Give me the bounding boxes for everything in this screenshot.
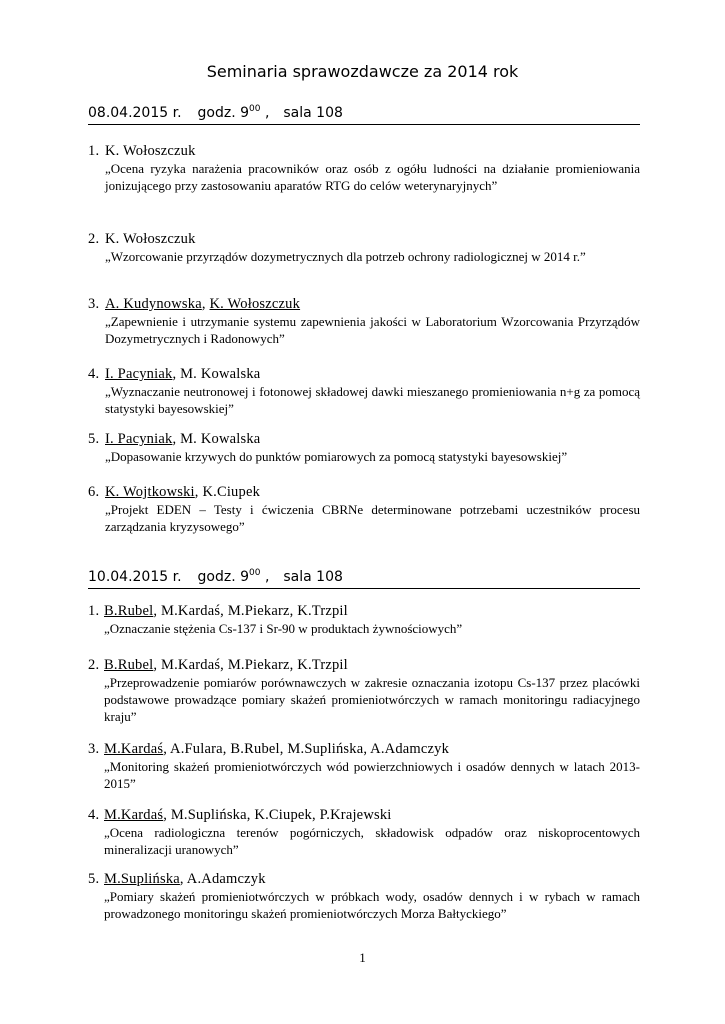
session-time-sep: , xyxy=(264,105,270,121)
session-room: sala 108 xyxy=(283,105,343,121)
presenting-author: B.Rubel xyxy=(104,603,154,619)
item-authors xyxy=(88,430,640,448)
presenting-author: B.Rubel xyxy=(104,657,154,673)
session-header-1 xyxy=(88,104,640,125)
item-title: „Monitoring skażeń promieniotwórczych wód powierzchniowych i osadów dennych w latach 2013-2015” xyxy=(104,759,640,791)
item-number: 3. xyxy=(88,741,100,757)
item-title: „Dopasowanie krzywych do punktów pomiarowych za pomocą statystyki bayesowskiej” xyxy=(105,449,568,464)
item-title: „Pomiary skażeń promieniotwórczych w próbkach wody, osadów dennych i w rybach w ramach prowadzonego monitoringu skażeń promieniotwórczych Morza Bałtyckiego” xyxy=(104,889,640,921)
item-number: 5. xyxy=(88,431,100,447)
page-title: Seminaria sprawozdawcze za 2014 rok xyxy=(206,62,519,81)
list-item xyxy=(88,870,640,922)
list-item xyxy=(88,142,640,194)
item-title: „Oznaczanie stężenia Cs-137 i Sr-90 w produktach żywnościowych” xyxy=(104,621,463,636)
co-authors: K. Wołoszczuk xyxy=(105,143,196,159)
list-item xyxy=(88,806,640,858)
session-header-2 xyxy=(88,568,640,589)
item-number: 4. xyxy=(88,366,100,382)
page-number: 1 xyxy=(359,950,366,965)
item-number: 1. xyxy=(88,603,100,619)
item-number: 6. xyxy=(88,484,100,500)
item-number: 4. xyxy=(88,807,100,823)
co-authors: , M. Kowalska xyxy=(172,366,261,382)
item-number: 5. xyxy=(88,871,100,887)
presenting-author: I. Pacyniak xyxy=(105,431,173,447)
list-item xyxy=(88,295,640,347)
presenting-author: I. Pacyniak xyxy=(105,366,173,382)
item-title: „Ocena radiologiczna terenów pogórniczych, składowisk odpadów oraz niskoprocentowych mineralizacji uranowych” xyxy=(104,825,640,857)
session-date: 10.04.2015 r. xyxy=(88,569,182,585)
co-authors: , M.Suplińska, K.Ciupek, P.Krajewski xyxy=(163,807,392,823)
session-room: sala 108 xyxy=(283,569,343,585)
item-authors xyxy=(88,483,640,501)
item-title: „Wyznaczanie neutronowej i fotonowej składowej dawki mieszanego promieniowania n+g za pomocą statystyki bayesowskiej” xyxy=(105,384,640,416)
co-authors: , A.Fulara, B.Rubel, M.Suplińska, A.Adamczyk xyxy=(163,741,450,757)
list-item xyxy=(88,430,640,465)
item-authors xyxy=(88,740,640,758)
item-authors xyxy=(88,806,640,824)
item-title: „Projekt EDEN – Testy i ćwiczenia CBRNe determinowane potrzebami uczestników procesu zarządzania kryzysowego” xyxy=(105,502,640,534)
session-time-minutes: 00 xyxy=(249,568,261,578)
co-authors: , A.Adamczyk xyxy=(179,871,266,887)
item-title: „Zapewnienie i utrzymanie systemu zapewnienia jakości w Laboratorium Wzorcowania Przyrządów Dozymetrycznych i Radonowych” xyxy=(105,314,640,346)
presenting-author: M.Kardaś xyxy=(104,807,164,823)
co-authors: , xyxy=(201,296,210,312)
session-time-sep: , xyxy=(264,569,270,585)
list-item xyxy=(88,365,640,417)
item-authors xyxy=(88,656,640,674)
session-time: godz. 9 xyxy=(197,569,250,585)
co-authors: , M.Kardaś, M.Piekarz, K.Trzpil xyxy=(153,603,348,619)
item-number: 3. xyxy=(88,296,100,312)
presenting-author: K. Wojtkowski xyxy=(105,484,195,500)
item-authors xyxy=(88,365,640,383)
item-authors xyxy=(88,295,640,313)
item-authors xyxy=(88,870,640,888)
item-title: „Ocena ryzyka narażenia pracowników oraz osób z ogółu ludności na działanie promieniowania jonizującego przy zastosowaniu aparatów RTG do celów weterynaryjnych” xyxy=(105,161,640,193)
item-number: 2. xyxy=(88,657,100,673)
item-number: 2. xyxy=(88,231,100,247)
item-number: 1. xyxy=(88,143,100,159)
presenting-author: K. Wołoszczuk xyxy=(209,296,301,312)
list-item xyxy=(88,230,640,265)
presenting-author: M.Suplińska xyxy=(104,871,180,887)
item-title: „Przeprowadzenie pomiarów porównawczych w zakresie oznaczania izotopu Cs-137 przez placówki podstawowe prowadzące pomiary skażeń promieniotwórczych w ramach monitoringu radiacyjnego kraju” xyxy=(104,675,640,724)
item-authors xyxy=(88,142,640,160)
list-item xyxy=(88,602,640,637)
item-authors xyxy=(88,602,640,620)
co-authors: , M.Kardaś, M.Piekarz, K.Trzpil xyxy=(153,657,348,673)
presenting-author: A. Kudynowska xyxy=(105,296,202,312)
presenting-author: M.Kardaś xyxy=(104,741,164,757)
co-authors: K. Wołoszczuk xyxy=(105,231,196,247)
co-authors: , K.Ciupek xyxy=(194,484,261,500)
session-time-minutes: 00 xyxy=(249,104,261,114)
list-item xyxy=(88,483,640,535)
item-authors xyxy=(88,230,640,248)
list-item xyxy=(88,740,640,792)
session-date: 08.04.2015 r. xyxy=(88,105,182,121)
session-time: godz. 9 xyxy=(197,105,250,121)
co-authors: , M. Kowalska xyxy=(172,431,261,447)
list-item xyxy=(88,656,640,725)
item-title: „Wzorcowanie przyrządów dozymetrycznych dla potrzeb ochrony radiologicznej w 2014 r.” xyxy=(105,249,586,264)
